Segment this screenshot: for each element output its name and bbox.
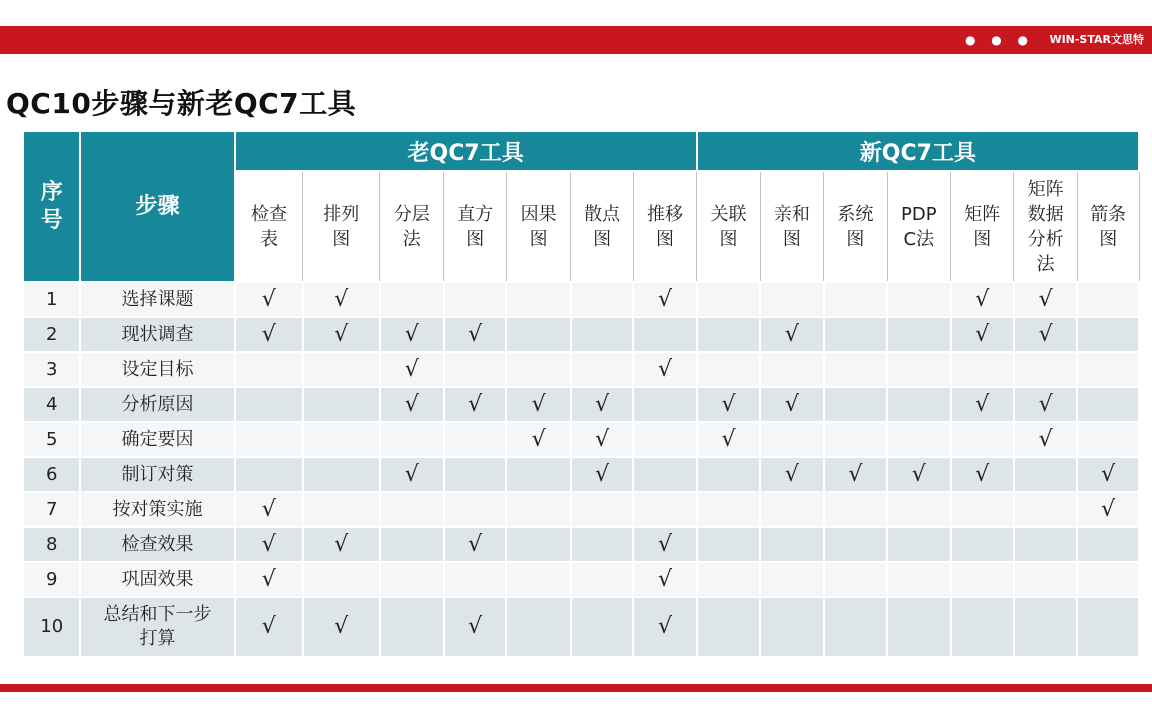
empty-cell bbox=[697, 457, 760, 492]
check-mark-cell bbox=[1077, 457, 1139, 492]
empty-cell bbox=[951, 562, 1014, 597]
empty-cell bbox=[887, 317, 950, 352]
empty-cell bbox=[1077, 422, 1139, 457]
check-mark-icon: √ bbox=[531, 426, 546, 452]
empty-cell bbox=[380, 422, 444, 457]
table-row bbox=[23, 282, 1139, 317]
tool-header-label: 分层 法 bbox=[393, 203, 430, 250]
check-mark-icon: √ bbox=[1038, 321, 1053, 347]
empty-cell bbox=[697, 527, 760, 562]
check-mark-icon: √ bbox=[404, 391, 419, 417]
empty-cell bbox=[444, 282, 506, 317]
empty-cell bbox=[506, 527, 570, 562]
check-mark-cell bbox=[303, 317, 380, 352]
check-mark-icon: √ bbox=[334, 321, 349, 347]
empty-cell bbox=[697, 562, 760, 597]
empty-cell bbox=[303, 457, 380, 492]
tool-header bbox=[824, 171, 887, 282]
dots-icon: ● ● ● bbox=[964, 33, 1034, 47]
empty-cell bbox=[444, 492, 506, 527]
row-step: 确定要因 bbox=[80, 422, 234, 457]
tool-header-label: 亲和 图 bbox=[773, 203, 810, 250]
tool-header-label: 箭条 图 bbox=[1090, 203, 1127, 250]
check-mark-cell bbox=[506, 387, 570, 422]
empty-cell bbox=[571, 282, 633, 317]
check-mark-icon: √ bbox=[334, 614, 349, 639]
empty-cell bbox=[1077, 282, 1139, 317]
check-mark-cell bbox=[444, 597, 506, 657]
row-number: 6 bbox=[23, 457, 80, 492]
row-number: 4 bbox=[23, 387, 80, 422]
empty-cell bbox=[887, 282, 950, 317]
tool-header-label: 推移 图 bbox=[647, 203, 684, 250]
empty-cell bbox=[303, 387, 380, 422]
check-mark-cell bbox=[951, 457, 1014, 492]
empty-cell bbox=[697, 492, 760, 527]
check-mark-cell bbox=[633, 282, 696, 317]
check-mark-icon: √ bbox=[261, 321, 276, 347]
empty-cell bbox=[760, 352, 823, 387]
check-mark-cell bbox=[380, 352, 444, 387]
page-title: QC10步骤与新老QC7工具 bbox=[6, 87, 357, 120]
tool-header bbox=[444, 171, 506, 282]
check-mark-cell bbox=[697, 422, 760, 457]
empty-cell bbox=[571, 317, 633, 352]
check-mark-cell bbox=[951, 282, 1014, 317]
table-row bbox=[23, 597, 1139, 657]
empty-cell bbox=[697, 317, 760, 352]
empty-cell bbox=[633, 317, 696, 352]
row-number: 5 bbox=[23, 422, 80, 457]
check-mark-icon: √ bbox=[595, 391, 610, 417]
table-row bbox=[23, 387, 1139, 422]
empty-cell bbox=[824, 387, 887, 422]
empty-cell bbox=[824, 562, 887, 597]
empty-cell bbox=[506, 492, 570, 527]
empty-cell bbox=[633, 492, 696, 527]
row-number: 10 bbox=[23, 597, 80, 657]
empty-cell bbox=[235, 387, 303, 422]
empty-cell bbox=[1014, 597, 1077, 657]
check-mark-icon: √ bbox=[975, 286, 990, 312]
check-mark-icon: √ bbox=[658, 531, 673, 557]
check-mark-cell bbox=[444, 527, 506, 562]
tool-header bbox=[506, 171, 570, 282]
tool-header bbox=[887, 171, 950, 282]
empty-cell bbox=[633, 457, 696, 492]
bottom-banner bbox=[0, 684, 1152, 692]
empty-cell bbox=[951, 527, 1014, 562]
check-mark-icon: √ bbox=[975, 321, 990, 347]
empty-cell bbox=[633, 387, 696, 422]
qc-tools-table bbox=[22, 130, 1140, 658]
tool-header bbox=[760, 171, 823, 282]
check-mark-cell bbox=[633, 562, 696, 597]
top-banner bbox=[0, 26, 1152, 54]
empty-cell bbox=[697, 352, 760, 387]
empty-cell bbox=[1077, 352, 1139, 387]
check-mark-cell bbox=[235, 282, 303, 317]
check-mark-icon: √ bbox=[404, 321, 419, 347]
empty-cell bbox=[887, 527, 950, 562]
empty-cell bbox=[506, 457, 570, 492]
check-mark-cell bbox=[760, 387, 823, 422]
empty-cell bbox=[380, 562, 444, 597]
check-mark-icon: √ bbox=[784, 321, 799, 347]
row-step: 选择课题 bbox=[80, 282, 234, 317]
tool-header bbox=[1014, 171, 1077, 282]
check-mark-cell bbox=[235, 527, 303, 562]
check-mark-cell bbox=[380, 387, 444, 422]
check-mark-cell bbox=[571, 387, 633, 422]
check-mark-icon: √ bbox=[531, 391, 546, 417]
check-mark-icon: √ bbox=[721, 391, 736, 417]
tool-header-label: 检查 表 bbox=[250, 203, 287, 250]
empty-cell bbox=[571, 562, 633, 597]
check-mark-cell bbox=[571, 422, 633, 457]
check-mark-icon: √ bbox=[721, 426, 736, 452]
tool-header-label: 关联 图 bbox=[710, 203, 747, 250]
check-mark-cell bbox=[887, 457, 950, 492]
tool-header-label: 系统 图 bbox=[837, 203, 874, 250]
check-mark-cell bbox=[1014, 282, 1077, 317]
header-new-qc7: 新QC7工具 bbox=[697, 131, 1139, 171]
tool-header bbox=[951, 171, 1014, 282]
check-mark-icon: √ bbox=[1101, 461, 1116, 487]
check-mark-cell bbox=[760, 317, 823, 352]
row-number: 7 bbox=[23, 492, 80, 527]
empty-cell bbox=[760, 282, 823, 317]
empty-cell bbox=[571, 527, 633, 562]
table-row bbox=[23, 562, 1139, 597]
header-step-label: 步骤 bbox=[135, 193, 180, 219]
check-mark-cell bbox=[633, 527, 696, 562]
check-mark-icon: √ bbox=[595, 426, 610, 452]
row-step: 检查效果 bbox=[80, 527, 234, 562]
empty-cell bbox=[760, 492, 823, 527]
table-row bbox=[23, 457, 1139, 492]
check-mark-cell bbox=[444, 317, 506, 352]
empty-cell bbox=[887, 597, 950, 657]
empty-cell bbox=[951, 597, 1014, 657]
check-mark-icon: √ bbox=[1101, 496, 1116, 522]
row-number: 8 bbox=[23, 527, 80, 562]
row-step: 总结和下一步 打算 bbox=[80, 597, 234, 657]
empty-cell bbox=[697, 282, 760, 317]
empty-cell bbox=[506, 597, 570, 657]
empty-cell bbox=[887, 492, 950, 527]
tool-header-label: 矩阵 图 bbox=[964, 203, 1001, 250]
empty-cell bbox=[697, 597, 760, 657]
tool-header-label: 散点 图 bbox=[584, 203, 621, 250]
empty-cell bbox=[303, 352, 380, 387]
check-mark-icon: √ bbox=[404, 461, 419, 487]
header-old-qc7: 老QC7工具 bbox=[235, 131, 697, 171]
row-step: 按对策实施 bbox=[80, 492, 234, 527]
check-mark-icon: √ bbox=[848, 461, 863, 487]
check-mark-cell bbox=[235, 597, 303, 657]
empty-cell bbox=[824, 282, 887, 317]
tool-header-label: 因果 图 bbox=[520, 203, 557, 250]
empty-cell bbox=[760, 597, 823, 657]
check-mark-cell bbox=[697, 387, 760, 422]
empty-cell bbox=[760, 527, 823, 562]
check-mark-icon: √ bbox=[261, 496, 276, 522]
row-step: 分析原因 bbox=[80, 387, 234, 422]
table-row bbox=[23, 317, 1139, 352]
empty-cell bbox=[571, 492, 633, 527]
empty-cell bbox=[1014, 352, 1077, 387]
row-number: 9 bbox=[23, 562, 80, 597]
check-mark-icon: √ bbox=[261, 614, 276, 639]
empty-cell bbox=[1077, 597, 1139, 657]
empty-cell bbox=[506, 317, 570, 352]
check-mark-icon: √ bbox=[975, 391, 990, 417]
table-row bbox=[23, 492, 1139, 527]
check-mark-icon: √ bbox=[658, 286, 673, 312]
empty-cell bbox=[571, 597, 633, 657]
empty-cell bbox=[571, 352, 633, 387]
check-mark-icon: √ bbox=[784, 461, 799, 487]
tool-header bbox=[235, 171, 303, 282]
empty-cell bbox=[951, 422, 1014, 457]
check-mark-icon: √ bbox=[658, 566, 673, 592]
empty-cell bbox=[824, 352, 887, 387]
check-mark-cell bbox=[444, 387, 506, 422]
brand-logo-text: WIN-STAR文思特 bbox=[1049, 33, 1144, 46]
row-number: 2 bbox=[23, 317, 80, 352]
tool-header-label: 排列 图 bbox=[323, 203, 360, 250]
check-mark-icon: √ bbox=[658, 614, 673, 639]
check-mark-icon: √ bbox=[261, 531, 276, 557]
check-mark-icon: √ bbox=[334, 531, 349, 557]
empty-cell bbox=[1077, 387, 1139, 422]
check-mark-icon: √ bbox=[468, 531, 483, 557]
row-step: 设定目标 bbox=[80, 352, 234, 387]
header-seq bbox=[23, 131, 80, 282]
empty-cell bbox=[824, 527, 887, 562]
check-mark-icon: √ bbox=[911, 461, 926, 487]
check-mark-icon: √ bbox=[784, 391, 799, 417]
tool-header bbox=[303, 171, 380, 282]
empty-cell bbox=[824, 492, 887, 527]
tool-header bbox=[697, 171, 760, 282]
empty-cell bbox=[824, 597, 887, 657]
check-mark-icon: √ bbox=[468, 614, 483, 639]
check-mark-icon: √ bbox=[404, 356, 419, 382]
check-mark-icon: √ bbox=[1038, 286, 1053, 312]
check-mark-cell bbox=[1014, 317, 1077, 352]
empty-cell bbox=[506, 562, 570, 597]
empty-cell bbox=[506, 282, 570, 317]
empty-cell bbox=[1014, 457, 1077, 492]
check-mark-cell bbox=[380, 457, 444, 492]
row-step: 现状调查 bbox=[80, 317, 234, 352]
check-mark-icon: √ bbox=[1038, 426, 1053, 452]
check-mark-icon: √ bbox=[468, 391, 483, 417]
check-mark-cell bbox=[760, 457, 823, 492]
check-mark-cell bbox=[951, 317, 1014, 352]
tool-header-label: PDP C法 bbox=[901, 203, 937, 250]
check-mark-icon: √ bbox=[595, 461, 610, 487]
check-mark-icon: √ bbox=[468, 321, 483, 347]
empty-cell bbox=[1014, 492, 1077, 527]
check-mark-icon: √ bbox=[975, 461, 990, 487]
empty-cell bbox=[380, 597, 444, 657]
check-mark-cell bbox=[1014, 422, 1077, 457]
check-mark-cell bbox=[506, 422, 570, 457]
tool-header bbox=[1077, 171, 1139, 282]
empty-cell bbox=[444, 352, 506, 387]
check-mark-cell bbox=[633, 597, 696, 657]
check-mark-cell bbox=[303, 282, 380, 317]
empty-cell bbox=[1014, 527, 1077, 562]
empty-cell bbox=[380, 492, 444, 527]
empty-cell bbox=[303, 492, 380, 527]
empty-cell bbox=[951, 352, 1014, 387]
empty-cell bbox=[824, 317, 887, 352]
table-row bbox=[23, 527, 1139, 562]
empty-cell bbox=[887, 562, 950, 597]
check-mark-icon: √ bbox=[658, 356, 673, 382]
row-step: 制订对策 bbox=[80, 457, 234, 492]
tool-header bbox=[380, 171, 444, 282]
tool-header bbox=[571, 171, 633, 282]
check-mark-cell bbox=[951, 387, 1014, 422]
check-mark-cell bbox=[633, 352, 696, 387]
table-row bbox=[23, 352, 1139, 387]
tool-header bbox=[633, 171, 696, 282]
empty-cell bbox=[760, 422, 823, 457]
empty-cell bbox=[887, 387, 950, 422]
check-mark-cell bbox=[1077, 492, 1139, 527]
check-mark-cell bbox=[235, 492, 303, 527]
empty-cell bbox=[380, 527, 444, 562]
row-step: 巩固效果 bbox=[80, 562, 234, 597]
empty-cell bbox=[1077, 527, 1139, 562]
empty-cell bbox=[887, 352, 950, 387]
check-mark-cell bbox=[235, 562, 303, 597]
empty-cell bbox=[506, 352, 570, 387]
empty-cell bbox=[887, 422, 950, 457]
empty-cell bbox=[444, 562, 506, 597]
check-mark-cell bbox=[1014, 387, 1077, 422]
check-mark-icon: √ bbox=[261, 566, 276, 592]
check-mark-cell bbox=[235, 317, 303, 352]
tool-header-label: 矩阵 数据 分析 法 bbox=[1027, 178, 1064, 275]
check-mark-icon: √ bbox=[1038, 391, 1053, 417]
empty-cell bbox=[951, 492, 1014, 527]
empty-cell bbox=[303, 562, 380, 597]
check-mark-cell bbox=[303, 597, 380, 657]
table-row bbox=[23, 422, 1139, 457]
empty-cell bbox=[235, 457, 303, 492]
empty-cell bbox=[444, 422, 506, 457]
empty-cell bbox=[633, 422, 696, 457]
empty-cell bbox=[235, 352, 303, 387]
empty-cell bbox=[824, 422, 887, 457]
row-number: 1 bbox=[23, 282, 80, 317]
check-mark-icon: √ bbox=[261, 286, 276, 312]
row-number: 3 bbox=[23, 352, 80, 387]
check-mark-cell bbox=[380, 317, 444, 352]
header-step bbox=[80, 131, 234, 282]
empty-cell bbox=[380, 282, 444, 317]
check-mark-cell bbox=[303, 527, 380, 562]
empty-cell bbox=[1077, 317, 1139, 352]
empty-cell bbox=[760, 562, 823, 597]
check-mark-icon: √ bbox=[334, 286, 349, 312]
empty-cell bbox=[235, 422, 303, 457]
check-mark-cell bbox=[571, 457, 633, 492]
check-mark-cell bbox=[824, 457, 887, 492]
empty-cell bbox=[1014, 562, 1077, 597]
empty-cell bbox=[444, 457, 506, 492]
empty-cell bbox=[303, 422, 380, 457]
header-seq-label: 序 号 bbox=[40, 179, 63, 233]
tool-header-label: 直方 图 bbox=[457, 203, 494, 250]
empty-cell bbox=[1077, 562, 1139, 597]
